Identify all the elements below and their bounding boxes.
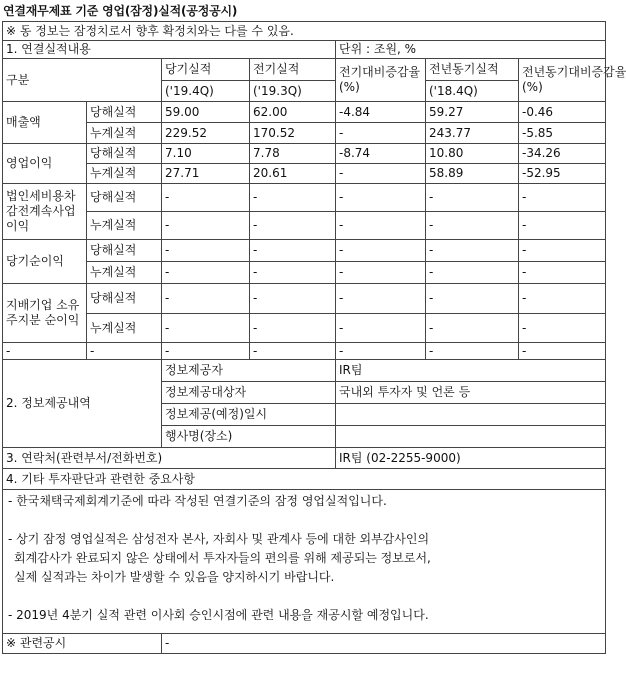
table-row: [3, 262, 606, 284]
cell-value: 170.52: [250, 123, 336, 144]
note-line: - 2019년 4분기 실적 관련 이사회 승인시점에 관련 내용을 재공시할 예정입니다.: [8, 608, 429, 622]
cell-value: -: [336, 212, 426, 240]
cell-value: -: [3, 343, 87, 360]
table-row: [3, 284, 606, 314]
cell-value: -: [162, 240, 250, 262]
cell-value: 59.00: [162, 102, 250, 123]
cell-value: -: [250, 314, 336, 343]
col4-header: 전년동기실적: [426, 59, 519, 81]
cell-value: 27.71: [162, 164, 250, 184]
date-label: 정보제공(예정)일시: [162, 404, 336, 426]
cell-value: -: [250, 184, 336, 212]
page-title: 연결재무제표 기준 영업(잠정)실적(공정공시): [3, 4, 238, 18]
col5-header: 전년동기대비증감율(%): [519, 59, 606, 102]
sub-label: 당해실적: [87, 284, 162, 314]
target-value: 국내외 투자자 및 언론 등: [336, 382, 606, 404]
cell-value: 58.89: [426, 164, 519, 184]
section4-row: [3, 469, 606, 490]
cell-value: -: [162, 184, 250, 212]
sub-label: 당해실적: [87, 144, 162, 164]
cell-value: -: [426, 212, 519, 240]
sub-label: 누계실적: [87, 262, 162, 284]
table-row: [3, 164, 606, 184]
col3-header: 전기대비증감율(%): [336, 59, 426, 102]
section1-row: [3, 41, 606, 59]
cell-value: -: [250, 212, 336, 240]
sub-label: 당해실적: [87, 102, 162, 123]
cell-value: -: [87, 343, 162, 360]
table-row: [3, 343, 606, 360]
header-row-1: [3, 59, 606, 81]
table-row: [3, 212, 606, 240]
cell-value: 7.10: [162, 144, 250, 164]
cell-value: -: [336, 314, 426, 343]
col1-period: ('19.4Q): [162, 81, 250, 102]
cell-value: -: [519, 284, 606, 314]
cell-value: -: [336, 240, 426, 262]
cell-value: -: [162, 314, 250, 343]
related-label: ※ 관련공시: [3, 634, 162, 654]
section3-label: 3. 연락처(관련부서/전화번호): [3, 448, 336, 469]
event-label: 행사명(장소): [162, 426, 336, 448]
sub-label: 누계실적: [87, 212, 162, 240]
section3-value: IR팀 (02-2255-9000): [336, 448, 606, 469]
cell-value: -: [519, 240, 606, 262]
cell-value: -: [336, 343, 426, 360]
related-value: -: [162, 634, 606, 654]
cell-value: -: [162, 343, 250, 360]
section2-row: [3, 360, 606, 382]
cell-value: -: [250, 240, 336, 262]
provider-label: 정보제공자: [162, 360, 336, 382]
row-name: 당기순이익: [3, 240, 87, 284]
note-line: 실제 실적과는 차이가 발생할 수 있음을 양지하시기 바랍니다.: [14, 570, 335, 584]
disclosure-table: [2, 21, 626, 654]
row-name: 법인세비용차감전계속사업이익: [3, 184, 87, 240]
cell-value: -52.95: [519, 164, 606, 184]
row-name: 지배기업 소유주지분 순이익: [3, 284, 87, 343]
col1-header: 당기실적: [162, 59, 250, 81]
event-value: [336, 426, 606, 448]
notice-text: ※ 동 정보는 잠정치로서 향후 확정치와는 다를 수 있음.: [3, 22, 606, 41]
table-row: [3, 123, 606, 144]
cell-value: -: [519, 314, 606, 343]
table-row: [3, 144, 606, 164]
table-row: [3, 184, 606, 212]
cell-value: 7.78: [250, 144, 336, 164]
sub-label: 누계실적: [87, 164, 162, 184]
cell-value: -: [426, 184, 519, 212]
sub-label: 누계실적: [87, 123, 162, 144]
cell-value: -: [336, 184, 426, 212]
cell-value: -: [336, 123, 426, 144]
cell-value: -: [250, 284, 336, 314]
cell-value: -: [426, 314, 519, 343]
cell-value: -4.84: [336, 102, 426, 123]
col4-period: ('18.4Q): [426, 81, 519, 102]
cell-value: -: [250, 343, 336, 360]
cell-value: -: [519, 262, 606, 284]
cell-value: 59.27: [426, 102, 519, 123]
section4-notes-row: [3, 490, 606, 634]
note-line: - 상기 잠정 영업실적은 삼성전자 본사, 자회사 및 관계사 등에 대한 외부감사인의: [8, 532, 430, 546]
cell-value: -: [426, 284, 519, 314]
col2-period: ('19.3Q): [250, 81, 336, 102]
table-row: [3, 240, 606, 262]
cell-value: -: [336, 262, 426, 284]
table-row: [3, 102, 606, 123]
cell-value: -34.26: [519, 144, 606, 164]
disclosure-table-wrapper: [2, 21, 626, 654]
cell-value: -: [250, 262, 336, 284]
note-line: 회계감사가 완료되지 않은 상태에서 투자자들의 편의를 위해 제공되는 정보로서,: [14, 551, 431, 565]
sub-label: 당해실적: [87, 240, 162, 262]
section4-label: 4. 기타 투자판단과 관련한 중요사항: [3, 469, 606, 490]
section2-label: 2. 정보제공내역: [3, 360, 162, 448]
col2-header: 전기실적: [250, 59, 336, 81]
cell-value: -: [519, 184, 606, 212]
cell-value: -: [426, 262, 519, 284]
cell-value: -: [426, 240, 519, 262]
cell-value: 62.00: [250, 102, 336, 123]
table-row: [3, 314, 606, 343]
cell-value: -: [162, 262, 250, 284]
date-value: [336, 404, 606, 426]
cell-value: -5.85: [519, 123, 606, 144]
cell-value: -: [426, 343, 519, 360]
cell-value: -8.74: [336, 144, 426, 164]
category-header: 구분: [3, 59, 162, 102]
cell-value: -: [519, 212, 606, 240]
cell-value: -: [336, 164, 426, 184]
cell-value: -: [162, 284, 250, 314]
cell-value: 229.52: [162, 123, 250, 144]
cell-value: -: [519, 343, 606, 360]
note-line: - 한국채택국제회계기준에 따라 작성된 연결기준의 잠정 영업실적입니다.: [8, 494, 387, 508]
cell-value: -: [336, 284, 426, 314]
cell-value: 20.61: [250, 164, 336, 184]
cell-value: -0.46: [519, 102, 606, 123]
cell-value: 10.80: [426, 144, 519, 164]
sub-label: 당해실적: [87, 184, 162, 212]
unit-label: 단위 : 조원, %: [336, 41, 606, 59]
row-name: 매출액: [3, 102, 87, 144]
sub-label: 누계실적: [87, 314, 162, 343]
cell-value: -: [162, 212, 250, 240]
notice-row: [3, 22, 606, 41]
section4-notes: [3, 490, 606, 634]
target-label: 정보제공대상자: [162, 382, 336, 404]
section3-row: [3, 448, 606, 469]
cell-value: 243.77: [426, 123, 519, 144]
row-name: 영업이익: [3, 144, 87, 184]
section1-label: 1. 연결실적내용: [3, 41, 336, 59]
related-row: [3, 634, 606, 654]
provider-value: IR팀: [336, 360, 606, 382]
